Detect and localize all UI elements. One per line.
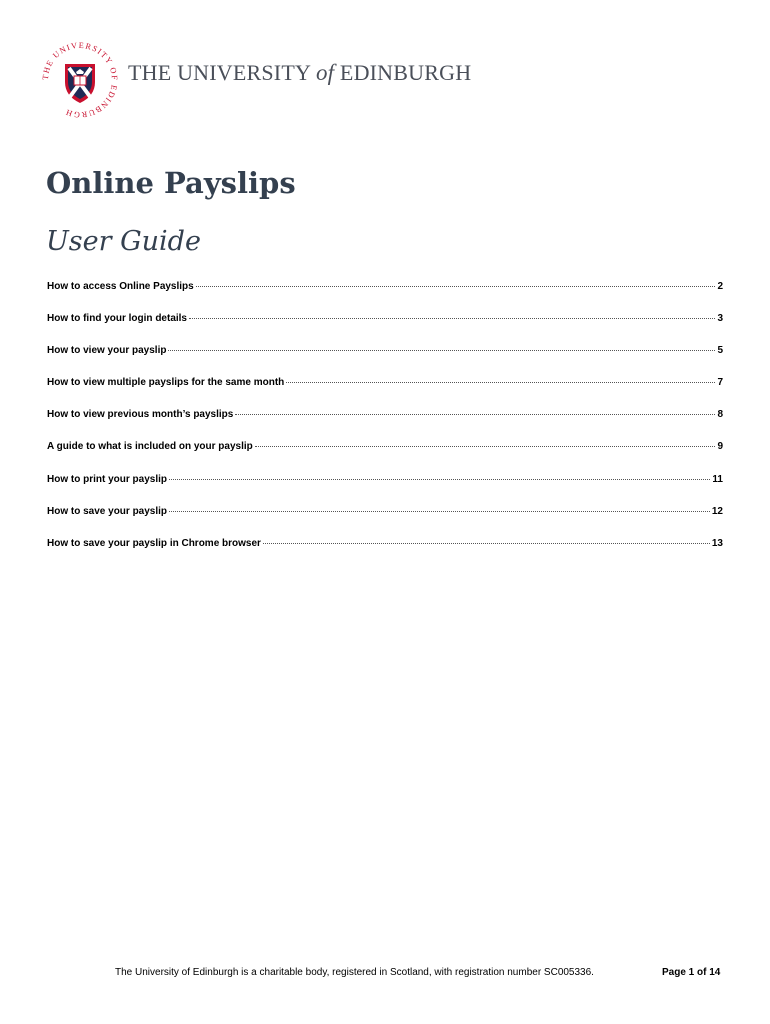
- toc-entry-access[interactable]: [47, 281, 723, 313]
- toc-leader-dots: [169, 511, 710, 512]
- seal-ring-text: THE UNIVERSITY OF EDINBURGH: [40, 40, 120, 120]
- university-name-of: of: [315, 60, 335, 85]
- table-of-contents: [47, 281, 723, 570]
- document-title: Online Payslips: [46, 166, 296, 200]
- footer-charity-notice: The University of Edinburgh is a charitable body, registered in Scotland, with registration number SC005336.: [115, 967, 594, 978]
- toc-entry-previous-payslips[interactable]: [47, 409, 723, 441]
- toc-entry-save-payslip[interactable]: [47, 506, 723, 538]
- toc-entry-page: 9: [717, 441, 723, 453]
- toc-leader-dots: [286, 382, 715, 383]
- toc-entry-title: How to save your payslip: [47, 505, 168, 517]
- toc-leader-dots: [196, 286, 716, 287]
- toc-leader-dots: [255, 446, 716, 447]
- toc-entry-page: 2: [717, 281, 723, 292]
- footer-page-number: Page 1 of 14: [662, 967, 721, 978]
- toc-leader-dots: [168, 350, 715, 351]
- toc-entry-page: 13: [711, 537, 723, 549]
- toc-leader-dots: [263, 543, 710, 544]
- toc-entry-payslip-guide[interactable]: [47, 441, 723, 473]
- toc-entry-page: 11: [712, 473, 723, 485]
- university-name: [128, 60, 471, 86]
- toc-entry-title: How to find your login details: [47, 313, 187, 325]
- toc-entry-multiple-payslips[interactable]: [47, 377, 723, 409]
- university-seal-logo: [40, 40, 120, 120]
- crest-shield-icon: [65, 64, 95, 103]
- university-name-suffix: EDINBURGH: [334, 60, 472, 85]
- toc-entry-page: 7: [717, 377, 723, 389]
- toc-entry-title: How to save your payslip in Chrome browser: [47, 537, 261, 549]
- toc-entry-title: A guide to what is included on your payslip: [47, 441, 253, 453]
- toc-entry-save-chrome[interactable]: [47, 538, 723, 570]
- toc-entry-page: 3: [717, 313, 723, 325]
- toc-entry-title: How to view multiple payslips for the same month: [47, 377, 285, 389]
- toc-entry-title: How to access Online Payslips: [47, 281, 194, 292]
- toc-leader-dots: [189, 318, 715, 319]
- toc-entry-page: 12: [711, 505, 723, 517]
- toc-leader-dots: [235, 414, 715, 415]
- university-name-prefix: THE UNIVERSITY: [128, 60, 316, 85]
- toc-entry-print-payslip[interactable]: [47, 474, 723, 506]
- toc-entry-login-details[interactable]: [47, 313, 723, 345]
- toc-entry-page: 8: [717, 409, 723, 421]
- toc-entry-title: How to view previous month’s payslips: [47, 409, 234, 421]
- toc-entry-title: How to view your payslip: [47, 345, 167, 357]
- toc-entry-view-payslip[interactable]: [47, 345, 723, 377]
- toc-entry-page: 5: [717, 345, 723, 357]
- toc-leader-dots: [169, 479, 710, 480]
- toc-entry-title: How to print your payslip: [47, 473, 168, 485]
- document-subtitle: User Guide: [46, 226, 201, 257]
